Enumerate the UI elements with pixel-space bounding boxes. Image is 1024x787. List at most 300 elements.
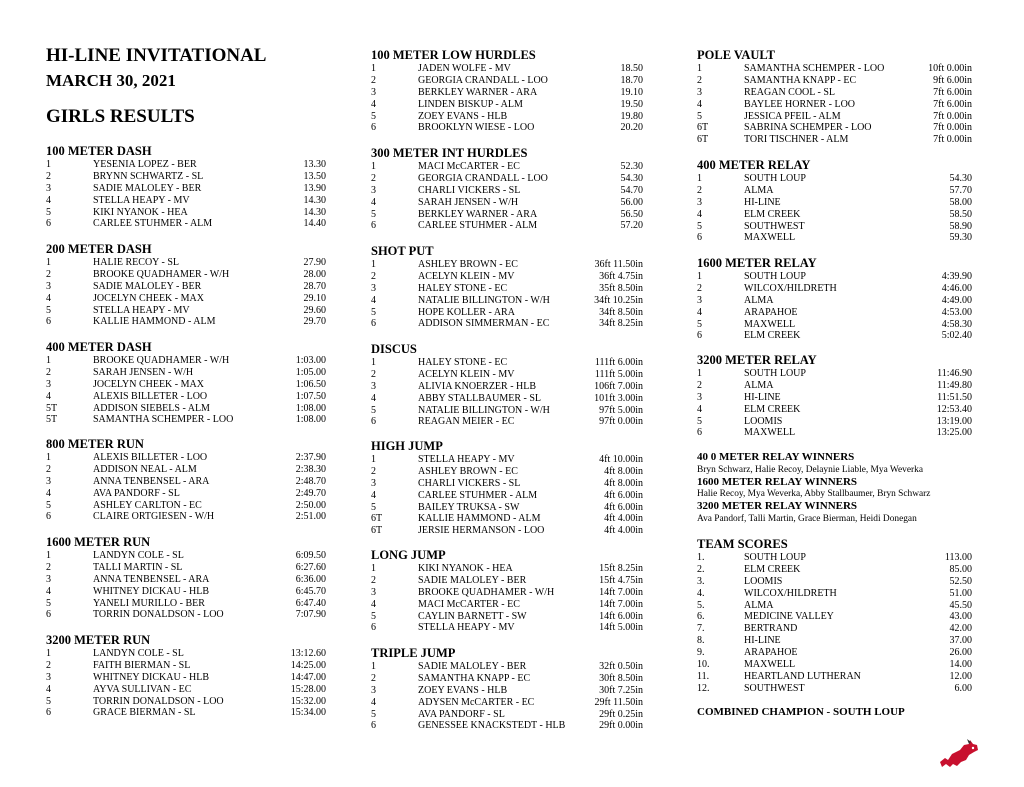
event-title: 1600 METER RUN [46, 535, 151, 549]
relay-winners-names: Halie Recoy, Mya Weverka, Abby Stallbaumer, Bryn Schwarz [697, 489, 931, 499]
result-row [46, 598, 326, 610]
result-row [697, 392, 972, 404]
result-mark: 11:46.90 [937, 368, 972, 379]
result-name: ALMA [744, 184, 774, 196]
result-row [371, 685, 643, 697]
event-title: DISCUS [371, 342, 417, 356]
result-row [697, 307, 972, 319]
result-mark: 14ft 7.00in [599, 598, 643, 610]
result-place: 6 [697, 330, 702, 342]
result-mark: 51.00 [949, 587, 972, 599]
result-name: ALMA [744, 294, 774, 306]
result-mark: 13.90 [303, 182, 326, 194]
result-row [371, 220, 643, 232]
result-row [46, 171, 326, 183]
result-row [46, 391, 326, 403]
result-name: BERKLEY WARNER - ARA [418, 86, 538, 98]
result-row [46, 403, 326, 415]
result-row [371, 709, 643, 721]
event-800-meter-run [46, 437, 326, 523]
result-name: MEDICINE VALLEY [744, 611, 834, 623]
result-place: 2 [46, 366, 51, 378]
result-place: 2 [371, 574, 376, 586]
result-name: ELM CREEK [744, 563, 801, 575]
result-place: 1 [46, 257, 51, 268]
result-mark: 32ft 0.50in [599, 661, 643, 672]
result-mark: 85.00 [949, 563, 972, 575]
result-mark: 14ft 7.00in [599, 586, 643, 598]
result-name: STELLA HEAPY - MV [93, 304, 190, 316]
result-row [46, 464, 326, 476]
result-mark: 101ft 3.00in [594, 392, 643, 404]
result-row [46, 574, 326, 586]
result-name: BERTRAND [744, 623, 798, 635]
result-place: 5 [46, 206, 51, 218]
result-mark: 4ft 8.00in [604, 465, 643, 477]
result-mark: 56.00 [620, 196, 643, 208]
combined-champion: COMBINED CHAMPION - SOUTH LOUP [697, 706, 905, 718]
result-row [46, 195, 326, 207]
result-mark: 6:45.70 [295, 585, 326, 597]
result-mark: 14.00 [949, 659, 972, 671]
result-name: SOUTH LOUP [744, 173, 806, 184]
event-title: 3200 METER RELAY [697, 353, 817, 367]
result-name: REAGAN COOL - SL [744, 86, 836, 98]
result-place: 3 [46, 378, 51, 390]
result-name: CAYLIN BARNETT - SW [418, 610, 527, 622]
result-name: ASHLEY BROWN - EC [418, 259, 518, 270]
result-mark: 57.20 [620, 220, 643, 232]
result-mark: 9ft 6.00in [933, 74, 972, 86]
result-name: BRYNN SCHWARTZ - SL [93, 170, 204, 182]
result-mark: 34ft 10.25in [594, 294, 643, 306]
event-100-meter-dash [46, 144, 326, 230]
result-name: LANDYN COLE - SL [93, 550, 184, 561]
result-name: MAXWELL [744, 318, 796, 330]
result-place: 4 [697, 208, 702, 220]
result-row [697, 564, 972, 576]
result-mark: 7ft 0.00in [933, 134, 972, 146]
result-mark: 36ft 11.50in [594, 259, 643, 270]
result-place: 2 [697, 282, 702, 294]
result-name: NATALIE BILLINGTON - W/H [418, 294, 550, 306]
result-place: 3 [371, 684, 376, 696]
result-row [697, 221, 972, 233]
result-name: CARLEE STUHMER - ALM [93, 218, 213, 230]
result-place: 2 [697, 184, 702, 196]
result-name: SARAH JENSEN - W/H [93, 366, 194, 378]
event-title: TRIPLE JUMP [371, 646, 456, 660]
result-mark: 2:51.00 [295, 511, 326, 523]
result-mark: 57.70 [949, 184, 972, 196]
result-mark: 20.20 [620, 122, 643, 134]
result-name: BAILEY TRUKSA - SW [418, 501, 520, 513]
result-place: 6 [371, 318, 376, 330]
result-name: BAYLEE HORNER - LOO [744, 98, 856, 110]
result-name: BROOKLYN WIESE - LOO [418, 122, 535, 134]
result-row [46, 218, 326, 230]
result-row [371, 111, 643, 123]
result-mark: 4:46.00 [941, 282, 972, 294]
result-mark: 15ft 4.75in [599, 574, 643, 586]
result-name: ANNA TENBENSEL - ARA [93, 573, 210, 585]
result-mark: 7ft 6.00in [933, 98, 972, 110]
result-mark: 15ft 8.25in [599, 563, 643, 574]
result-name: WHITNEY DICKAU - HLB [93, 671, 209, 683]
result-row [46, 511, 326, 523]
result-place: 5 [46, 304, 51, 316]
result-name: LANDYN COLE - SL [93, 648, 184, 659]
result-row [371, 209, 643, 221]
result-row [371, 318, 643, 330]
result-mark: 1:03.00 [295, 355, 326, 366]
result-mark: 13.50 [303, 170, 326, 182]
result-row [371, 673, 643, 685]
event-title: LONG JUMP [371, 548, 446, 562]
result-mark: 29ft 11.50in [594, 696, 643, 708]
result-place: 11. [697, 670, 710, 682]
result-place: 5 [697, 318, 702, 330]
result-name: BROOKE QUADHAMER - W/H [93, 268, 230, 280]
result-place: 1 [46, 452, 51, 463]
event-title: 100 METER DASH [46, 144, 152, 158]
result-place: 1 [371, 63, 376, 74]
result-place: 4 [371, 294, 376, 306]
bull-logo-icon [936, 736, 980, 770]
result-mark: 4:39.90 [941, 271, 972, 282]
result-place: 3 [371, 586, 376, 598]
result-row [697, 368, 972, 380]
result-name: ALIVIA KNOERZER - HLB [418, 380, 537, 392]
result-mark: 2:50.00 [295, 499, 326, 511]
relay-winners-title: 1600 METER RELAY WINNERS [697, 475, 858, 488]
event-title: 1600 METER RELAY [697, 256, 817, 270]
result-row [697, 330, 972, 342]
result-row [697, 134, 972, 146]
result-mark: 34ft 8.25in [599, 318, 643, 330]
result-row [371, 75, 643, 87]
meet-title: HI-LINE INVITATIONAL [46, 45, 267, 66]
event-3200-meter-relay [697, 353, 972, 439]
result-row [371, 478, 643, 490]
result-row [46, 476, 326, 488]
result-row [371, 513, 643, 525]
event-high-jump [371, 439, 643, 537]
result-name: HI-LINE [744, 391, 781, 403]
result-row [371, 197, 643, 209]
result-mark: 11:49.80 [937, 379, 972, 391]
result-mark: 34ft 8.50in [599, 306, 643, 318]
result-place: 1 [371, 357, 376, 368]
result-name: KALLIE HAMMOND - ALM [418, 513, 541, 525]
result-name: ZOEY EVANS - HLB [418, 684, 508, 696]
result-place: 5 [371, 110, 376, 122]
result-row [697, 75, 972, 87]
team-scores [697, 537, 972, 695]
result-row [697, 576, 972, 588]
result-row [46, 316, 326, 328]
result-name: MACI McCARTER - EC [418, 161, 520, 172]
result-row [371, 295, 643, 307]
result-place: 5 [371, 208, 376, 220]
result-place: 6 [697, 427, 702, 439]
result-place: 5. [697, 599, 705, 611]
event-title: 300 METER INT HURDLES [371, 146, 528, 160]
result-mark: 29.70 [303, 316, 326, 328]
result-row [46, 159, 326, 171]
event-1600-meter-run [46, 535, 326, 621]
result-mark: 58.50 [949, 208, 972, 220]
result-mark: 14ft 6.00in [599, 610, 643, 622]
result-name: HEARTLAND LUTHERAN [744, 670, 861, 682]
result-mark: 19.80 [620, 110, 643, 122]
result-row [371, 720, 643, 732]
result-mark: 1:08.00 [295, 414, 326, 426]
result-place: 5 [371, 708, 376, 720]
result-row [46, 672, 326, 684]
result-row [46, 293, 326, 305]
result-name: CARLEE STUHMER - ALM [418, 489, 538, 501]
result-mark: 2:37.90 [295, 452, 326, 463]
result-place: 5 [697, 220, 702, 232]
result-name: JERSIE HERMANSON - LOO [418, 525, 545, 537]
result-row [371, 393, 643, 405]
result-name: SADIE MALOLEY - BER [418, 661, 527, 672]
result-name: GEORGIA CRANDALL - LOO [418, 172, 548, 184]
result-row [46, 696, 326, 708]
result-name: WILCOX/HILDRETH [744, 282, 837, 294]
result-place: 1 [46, 648, 51, 659]
event-title: SHOT PUT [371, 244, 434, 258]
result-place: 3 [46, 573, 51, 585]
result-row [46, 355, 326, 367]
result-row [371, 307, 643, 319]
result-row [697, 209, 972, 221]
result-mark: 18.50 [620, 63, 643, 74]
result-mark: 4:49.00 [941, 294, 972, 306]
result-row [46, 305, 326, 317]
result-place: 1 [371, 161, 376, 172]
result-mark: 111ft 5.00in [594, 368, 643, 380]
result-place: 4 [46, 390, 51, 402]
event-title: 3200 METER RUN [46, 633, 151, 647]
result-place: 1 [371, 259, 376, 270]
result-row [697, 173, 972, 185]
result-mark: 37.00 [949, 635, 972, 647]
result-mark: 2:38.30 [295, 463, 326, 475]
result-name: TALLI MARTIN - SL [93, 561, 183, 573]
event-3200-meter-run [46, 633, 326, 719]
result-mark: 4:58.30 [941, 318, 972, 330]
result-place: 5T [46, 402, 58, 414]
event-title: 400 METER RELAY [697, 158, 811, 172]
result-name: GRACE BIERMAN - SL [93, 707, 196, 719]
event-title: 100 METER LOW HURDLES [371, 48, 536, 62]
result-place: 6T [697, 122, 709, 134]
result-place: 3 [371, 184, 376, 196]
result-mark: 113.00 [944, 552, 972, 563]
result-mark: 7ft 6.00in [933, 86, 972, 98]
result-row [697, 295, 972, 307]
result-name: ZOEY EVANS - HLB [418, 110, 508, 122]
event-title: POLE VAULT [697, 48, 775, 62]
result-place: 1 [46, 550, 51, 561]
result-place: 2. [697, 563, 705, 575]
result-mark: 7ft 0.00in [933, 110, 972, 122]
result-row [371, 259, 643, 271]
result-place: 4 [371, 598, 376, 610]
result-name: MAXWELL [744, 427, 796, 439]
result-name: BERKLEY WARNER - ARA [418, 208, 538, 220]
result-place: 5 [697, 110, 702, 122]
result-place: 6. [697, 611, 705, 623]
result-mark: 29.10 [303, 292, 326, 304]
result-name: ALEXIS BILLETER - LOO [93, 452, 208, 463]
relay-winners [697, 451, 972, 525]
result-mark: 30ft 7.25in [599, 684, 643, 696]
result-place: 10. [697, 659, 710, 671]
result-name: HALEY STONE - EC [418, 282, 508, 294]
result-place: 1 [697, 63, 702, 74]
result-row [371, 611, 643, 623]
result-mark: 1:08.00 [295, 402, 326, 414]
result-place: 1 [371, 563, 376, 574]
result-row [697, 611, 972, 623]
result-row [46, 684, 326, 696]
event-400-meter-relay [697, 158, 972, 244]
result-mark: 4ft 6.00in [604, 501, 643, 513]
result-row [371, 525, 643, 537]
result-mark: 6:36.00 [295, 573, 326, 585]
result-row [697, 87, 972, 99]
result-name: SAMANTHA KNAPP - EC [418, 672, 531, 684]
result-name: BROOKE QUADHAMER - W/H [93, 355, 230, 366]
result-row [371, 271, 643, 283]
result-name: YESENIA LOPEZ - BER [93, 159, 197, 170]
result-row [697, 416, 972, 428]
result-mark: 26.00 [949, 647, 972, 659]
result-place: 5 [46, 499, 51, 511]
result-name: SAMANTHA SCHEMPER - LOO [744, 63, 885, 74]
results-heading: GIRLS RESULTS [46, 106, 195, 127]
result-place: 3 [46, 280, 51, 292]
result-name: MAXWELL [744, 659, 796, 671]
result-row [46, 488, 326, 500]
result-place: 7. [697, 623, 705, 635]
result-row [697, 111, 972, 123]
result-row [46, 707, 326, 719]
result-mark: 52.30 [620, 161, 643, 172]
result-name: HOPE KOLLER - ARA [418, 306, 515, 318]
result-mark: 6.00 [954, 682, 972, 694]
result-row [697, 319, 972, 331]
result-row [697, 122, 972, 134]
result-row [371, 416, 643, 428]
result-place: 2 [371, 172, 376, 184]
result-place: 6 [371, 416, 376, 428]
event-200-meter-dash [46, 242, 326, 328]
result-place: 6 [371, 122, 376, 134]
relay-winners-names: Ava Pandorf, Talli Martin, Grace Bierman, Heidi Donegan [697, 513, 917, 524]
result-place: 5 [697, 415, 702, 427]
result-place: 6T [371, 525, 383, 537]
result-place: 5T [46, 414, 58, 426]
result-place: 3 [697, 86, 702, 98]
result-row [697, 197, 972, 209]
result-mark: 58.90 [949, 220, 972, 232]
result-row [46, 660, 326, 672]
result-row [371, 697, 643, 709]
result-place: 3 [371, 282, 376, 294]
result-mark: 4ft 4.00in [604, 513, 643, 525]
relay-winners-title: 40 0 METER RELAY WINNERS [697, 451, 855, 463]
result-row [46, 379, 326, 391]
result-name: WILCOX/HILDRETH [744, 587, 837, 599]
result-name: HI-LINE [744, 635, 781, 647]
result-place: 2 [371, 74, 376, 86]
event-title: HIGH JUMP [371, 439, 443, 453]
result-name: SADIE MALOLEY - BER [93, 182, 202, 194]
result-mark: 12.00 [949, 670, 972, 682]
result-row [697, 427, 972, 439]
result-place: 6 [371, 720, 376, 732]
result-row [697, 271, 972, 283]
result-name: LOOMIS [744, 575, 783, 587]
result-name: SARAH JENSEN - W/H [418, 196, 519, 208]
result-mark: 54.30 [949, 173, 972, 184]
event-shot-put [371, 244, 643, 330]
result-mark: 4ft 10.00in [599, 454, 643, 465]
result-row [46, 281, 326, 293]
result-mark: 97ft 5.00in [599, 404, 643, 416]
result-row [46, 550, 326, 562]
result-place: 3 [46, 182, 51, 194]
result-mark: 54.30 [620, 172, 643, 184]
result-name: SOUTH LOUP [744, 552, 806, 563]
result-row [371, 405, 643, 417]
result-mark: 35ft 8.50in [599, 282, 643, 294]
result-name: ADDISON NEAL - ALM [93, 463, 197, 475]
result-place: 2 [46, 561, 51, 573]
event-title: 400 METER DASH [46, 340, 152, 354]
result-mark: 12:53.40 [936, 403, 972, 415]
result-name: LINDEN BISKUP - ALM [418, 98, 523, 110]
result-place: 6 [371, 622, 376, 634]
result-place: 4 [46, 585, 51, 597]
result-mark: 14.30 [303, 206, 326, 218]
result-mark: 45.50 [949, 599, 972, 611]
result-place: 4 [46, 487, 51, 499]
result-mark: 6:09.50 [295, 550, 326, 561]
result-place: 4 [371, 392, 376, 404]
result-place: 3 [371, 86, 376, 98]
result-row [697, 552, 972, 564]
result-name: CHARLI VICKERS - SL [418, 184, 521, 196]
result-place: 6 [46, 511, 51, 523]
result-name: KALLIE HAMMOND - ALM [93, 316, 216, 328]
result-mark: 6:47.40 [295, 597, 326, 609]
result-row [371, 99, 643, 111]
result-place: 3 [371, 477, 376, 489]
result-row [371, 575, 643, 587]
event-title: 800 METER RUN [46, 437, 144, 451]
result-row [371, 599, 643, 611]
result-mark: 106ft 7.00in [594, 380, 643, 392]
result-mark: 14ft 5.00in [599, 622, 643, 634]
result-name: SADIE MALOLEY - BER [418, 574, 527, 586]
result-name: ADDISON SIEBELS - ALM [93, 402, 210, 414]
result-name: STELLA HEAPY - MV [418, 622, 515, 634]
